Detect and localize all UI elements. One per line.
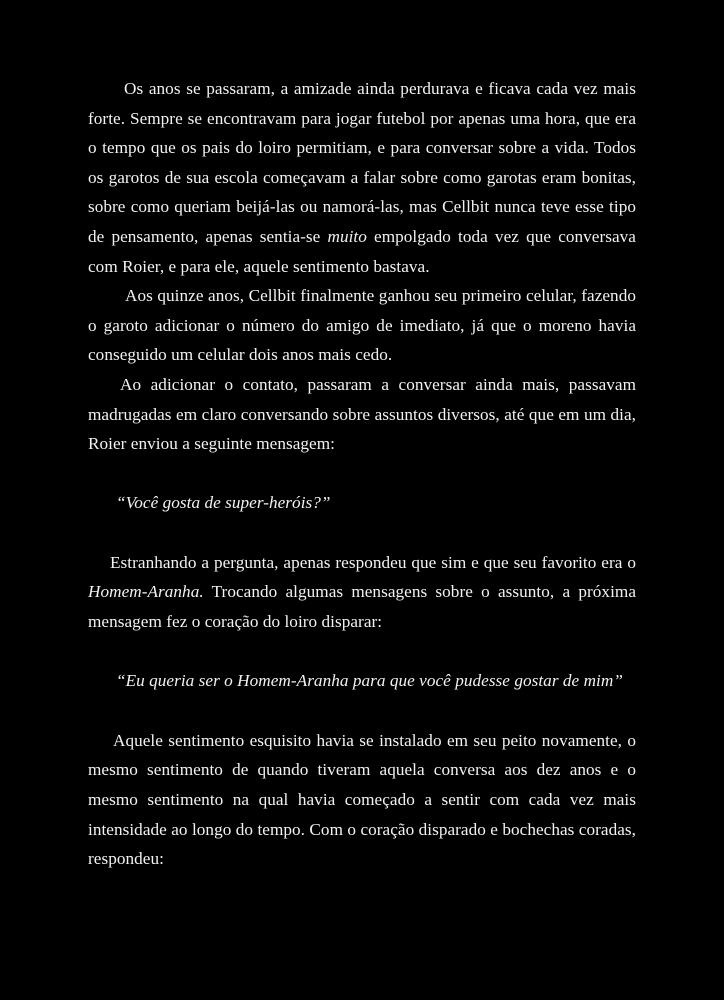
spacer xyxy=(88,636,636,666)
paragraph-4-emphasis: Homem-Aranha. xyxy=(88,582,204,602)
paragraph-2 xyxy=(88,281,636,370)
paragraph-2-text: Aos quinze anos, Cellbit finalmente ganhou seu primeiro celular, fazendo o garoto adicionar o número do amigo de imediato, já que o moreno havia conseguido um celular dois anos mais cedo. xyxy=(88,286,636,365)
paragraph-3 xyxy=(88,370,636,459)
paragraph-3-text: Ao adicionar o contato, passaram a conversar ainda mais, passavam madrugadas em claro conversando sobre assuntos diversos, até que em um dia, Roier enviou a seguinte mensagem: xyxy=(88,374,636,454)
paragraph-4-text-a: Estranhando a pergunta, apenas respondeu que sim e que seu favorito era o xyxy=(110,552,636,572)
paragraph-4 xyxy=(88,548,636,637)
paragraph-4-text-b: Trocando algumas mensagens sobre o assunto, a próxima mensagem fez o coração do loiro disparar: xyxy=(88,582,636,631)
spacer xyxy=(88,518,636,548)
paragraph-1 xyxy=(88,74,636,281)
paragraph-1-text-a: Os anos se passaram, a amizade ainda perdurava e ficava cada vez mais forte. Sempre se encontravam para jogar futebol por apenas uma hora, que era o tempo que os pais do loiro permitiam, e para conversar sobre a vida. Todos os garotos de sua escola começavam a falar sobre como garotas eram bonitas, sobre como queriam beijá-las ou namorá-las, mas Cellbit nunca teve esse tipo de pensamento, apenas sentia-se xyxy=(88,79,636,246)
spacer xyxy=(88,459,636,489)
paragraph-5-text: Aquele sentimento esquisito havia se instalado em seu peito novamente, o mesmo sentimento de quando tiveram aquela conversa aos dez anos e o mesmo sentimento na qual havia começado a sentir com cada vez mais intensidade ao longo do tempo. Com o coração disparado e bochechas coradas, respondeu: xyxy=(88,730,636,869)
paragraph-5 xyxy=(88,726,636,874)
quote-2: “Eu queria ser o Homem-Aranha para que você pudesse gostar de mim” xyxy=(116,670,623,690)
paragraph-1-emphasis: muito xyxy=(327,226,367,246)
spacer xyxy=(88,695,636,725)
body-text xyxy=(88,74,636,874)
paragraph-1-text-b: empolgado toda vez que conversava com Roier, e para ele, aquele sentimento bastava. xyxy=(88,226,636,276)
quote-1: “Você gosta de super-heróis?” xyxy=(116,493,331,513)
